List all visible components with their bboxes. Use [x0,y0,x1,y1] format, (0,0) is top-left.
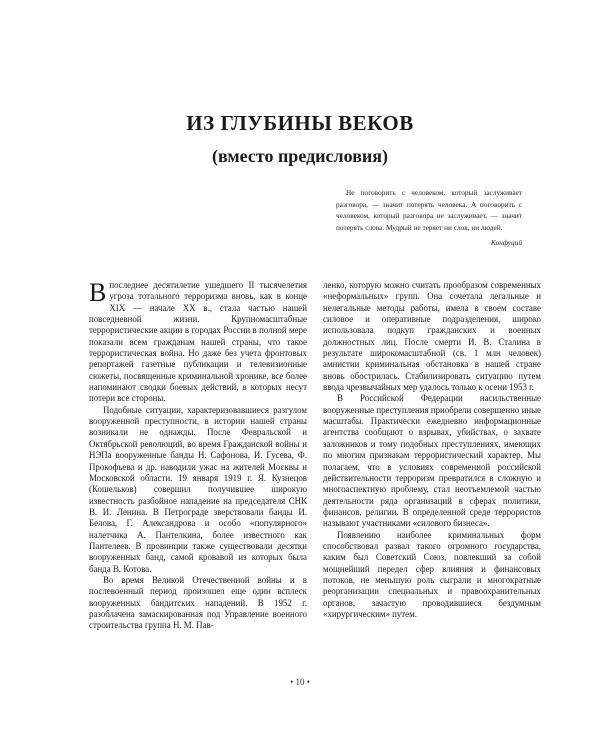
epigraph [336,187,522,249]
paragraph [89,280,307,405]
paragraph: В Российской Федерации насильственные вооруженные преступления приобрели совершенно иные масштабы. Практически ежедневно информационные агентства сообщают о взрывах, убийствах, о захвате заложников и тому подобных преступлениях, имеющих по многим признакам террористический характер. Мы полагаем, что в условиях современной российской действительности терроризм превратился в сложную и многоаспектную проблему, стал неотъемлемой частью деятельности ряда организаций в сферах политики, финансов, религии. В определенной среде террористов называют участниками «силового бизнеса». [323,393,541,529]
text-column-left [89,280,307,632]
page-number: • 10 • [290,677,310,687]
chapter-title: ИЗ ГЛУБИНЫ ВЕКОВ [186,111,414,135]
paragraph: Во время Великой Отечественной войны и в послевоенный период произошел еще один всплеск вооруженных бандитских нападений. В 1952 г. разоблачена замаскированная под Управление военного строительства группа Н. М. Пав- [89,574,307,631]
paragraph: Подобные ситуации, характеризовавшиеся разгулом вооруженной преступности, в истории нашей страны возникали не однажды. После Февральской и Октябрьской революций, во время Гражданской войны и НЭПа вооруженные банды Н. Сафонова, И. Гусева, Ф. Прокофьева и др. наводили ужас на жителей Москвы и Московской области. 19 января 1919 г. Я. Кузнецов (Кошельков) совершил получившее широкую известность разбойное нападение на председателя СНК В. И. Ленина. В Петрограде зверствовали банды И. Белова, Г. Александрова и особо «популярного» налетчика А. Пантелкина, более известного как Пантелеев. В провинции также существовали десятки вооруженных банд, самой кровавой из которых была банда В. Котова. [89,404,307,574]
paragraph: ленко, которую можно считать прообразом современных «неформальных» групп. Она сочетала легальные и нелегальные методы работы, имела в своем составе силовое и оперативные подразделения, широко использовала подкуп гражданских и военных должностных лиц. После смерти И. В. Сталина в результате широкомасштабной (св. 1 млн человек) амнистии криминальная обстановка в нашей стране вновь обострилась. Стабилизировать ситуацию путем ввода чрезвычайных мер удалось только к осени 1953 г. [323,280,541,393]
chapter-subtitle: (вместо предисловия) [211,146,389,166]
paragraph-text: последнее десятилетие ушедшего II тысячелетия угроза тотального терроризма вновь, как в конце XIX — начале XX в., стала частью нашей повседневной жизни. Крупномасштабные террористические акции в городах России в полной мере показали всем гражданам нашей страны, что такое террористическая война. Но даже без учета фронтовых репортажей газетные публикации и телевизионные сюжеты, посвященные криминальной хронике, все более напоминают сводки боевых действий, в которых несут потери все стороны. [89,280,307,404]
paragraph: Появлению наиболее криминальных форм способствовал развал такого огромного государства, каким был Советский Союз, повлекший за собой мощнейший передел сфер влияния и финансовых потоков, не меньшую роль сыграли и многократные реорганизации специальных и правоохранительных органов, зачастую проводившиеся бездумным «хирургическим» путем. [323,529,541,619]
epigraph-author: Конфуций [491,238,522,247]
text-column-right [323,280,541,620]
epigraph-text: Не поговорить с человеком, который заслуживает разговора, — значит потерять человека. А поговорить с человеком, который разговора не заслуживает, — значит потерять слова. Мудрый не теряет ни слов, ни людей. [336,188,522,232]
drop-cap: В [89,278,107,307]
